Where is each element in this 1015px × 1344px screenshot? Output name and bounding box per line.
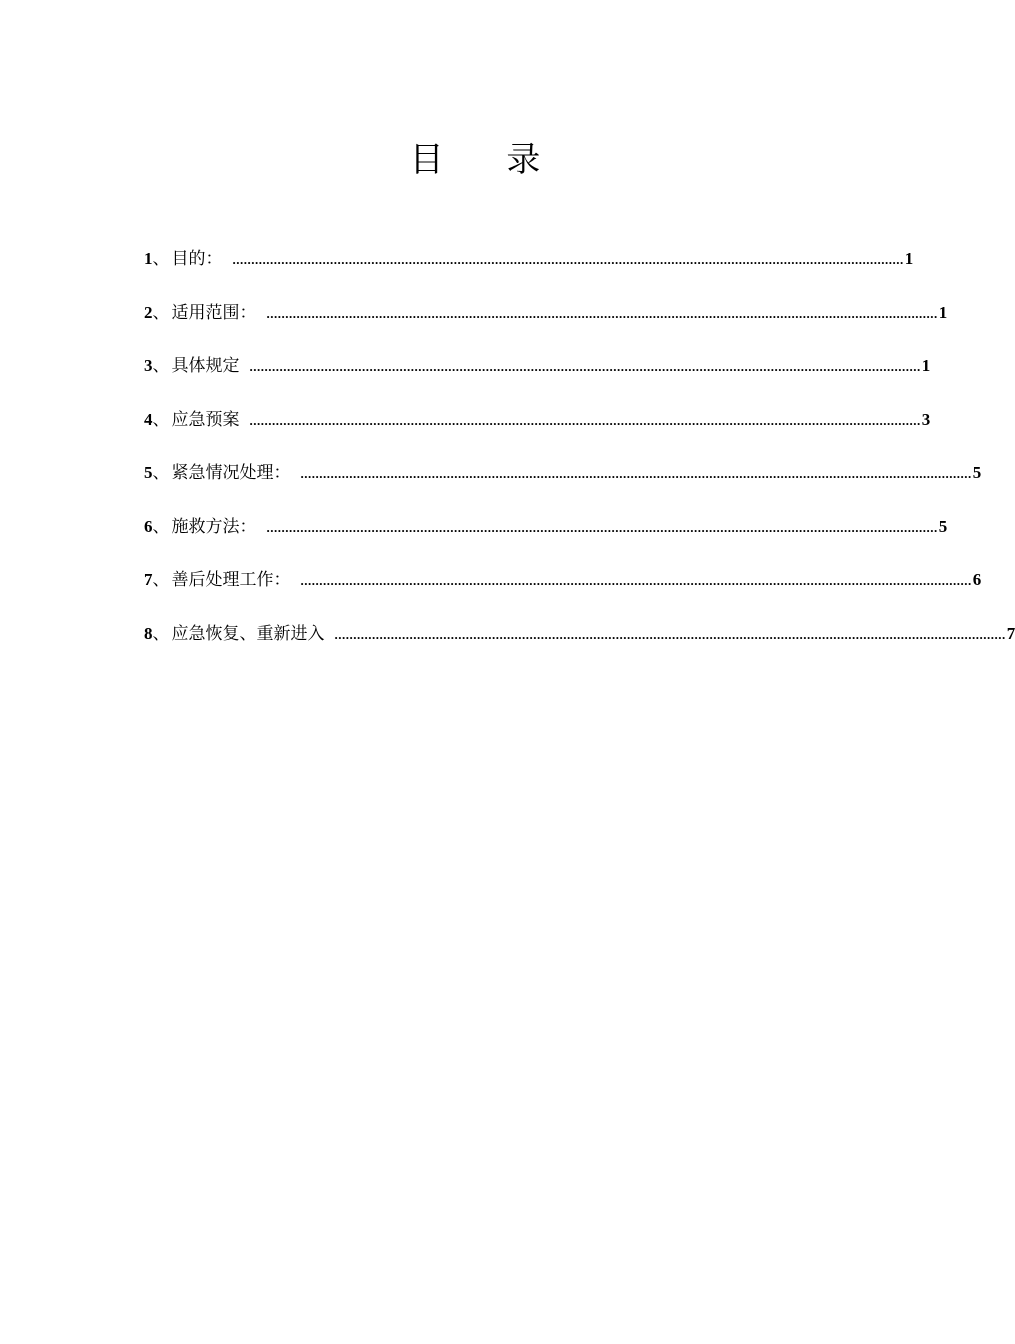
toc-entry-number: 8 bbox=[144, 623, 153, 643]
toc-entry-separator: 、 bbox=[152, 570, 170, 590]
toc-entry-number: 1 bbox=[144, 249, 153, 268]
toc-entry-label: 具体规定 bbox=[171, 356, 240, 376]
toc-entry-separator: 、 bbox=[152, 516, 170, 537]
toc-leader-dots: ................................................................................................................................................................................... bbox=[300, 466, 972, 481]
toc-leader-dots: ................................................................................................................................................................................... bbox=[266, 305, 938, 321]
toc-entry-label: 善后处理工作： bbox=[171, 570, 291, 590]
toc-leader-dots: ................................................................................................................................................................................... bbox=[249, 359, 921, 374]
toc-entry-page: 7 bbox=[1006, 623, 1015, 643]
toc-entry-label: 适用范围： bbox=[171, 302, 257, 323]
toc-leader-dots: ................................................................................................................................................................................... bbox=[249, 412, 921, 428]
toc-entry-number: 4 bbox=[144, 409, 153, 429]
toc-entry-8[interactable] bbox=[144, 619, 1015, 673]
toc-entry-5[interactable] bbox=[144, 458, 982, 512]
toc-leader-dots: ................................................................................................................................................................................... bbox=[232, 252, 904, 267]
toc-entry-page: 5 bbox=[938, 516, 948, 536]
toc-entry-number: 7 bbox=[144, 570, 153, 589]
toc-entry-6[interactable] bbox=[144, 512, 948, 566]
toc-entry-separator: 、 bbox=[152, 356, 170, 376]
toc-entry-separator: 、 bbox=[152, 249, 170, 269]
toc-entry-separator: 、 bbox=[152, 623, 170, 644]
toc-entry-3[interactable] bbox=[144, 351, 931, 405]
page-title: 目 录 bbox=[409, 140, 567, 180]
toc-entry-page: 3 bbox=[921, 409, 931, 429]
toc-entry-4[interactable] bbox=[144, 405, 931, 459]
toc-entry-number: 5 bbox=[144, 463, 153, 482]
toc-entry-2[interactable] bbox=[144, 298, 948, 352]
toc-entry-label: 应急恢复、重新进入 bbox=[171, 623, 325, 644]
toc-entry-7[interactable] bbox=[144, 565, 982, 619]
toc-entry-page: 1 bbox=[904, 249, 914, 268]
toc-entry-number: 6 bbox=[144, 516, 153, 536]
toc-entry-page: 1 bbox=[921, 356, 931, 375]
toc-entry-number: 2 bbox=[144, 302, 153, 322]
toc-entry-separator: 、 bbox=[152, 463, 170, 483]
toc-entry-label: 紧急情况处理： bbox=[171, 463, 291, 483]
toc-leader-dots: ................................................................................................................................................................................... bbox=[300, 573, 972, 588]
toc-leader-dots: ................................................................................................................................................................................... bbox=[266, 519, 938, 535]
toc-entry-page: 6 bbox=[972, 570, 982, 589]
toc-entry-label: 目的： bbox=[171, 249, 223, 269]
toc-entry-label: 应急预案 bbox=[171, 409, 240, 430]
table-of-contents bbox=[144, 244, 1015, 672]
toc-entry-separator: 、 bbox=[152, 302, 170, 323]
toc-entry-separator: 、 bbox=[152, 409, 170, 430]
toc-entry-page: 5 bbox=[972, 463, 982, 482]
toc-entry-page: 1 bbox=[938, 302, 948, 322]
toc-entry-1[interactable] bbox=[144, 244, 914, 298]
toc-leader-dots: ................................................................................................................................................................................... bbox=[334, 626, 1006, 642]
toc-entry-number: 3 bbox=[144, 356, 153, 375]
toc-entry-label: 施救方法： bbox=[171, 516, 257, 537]
